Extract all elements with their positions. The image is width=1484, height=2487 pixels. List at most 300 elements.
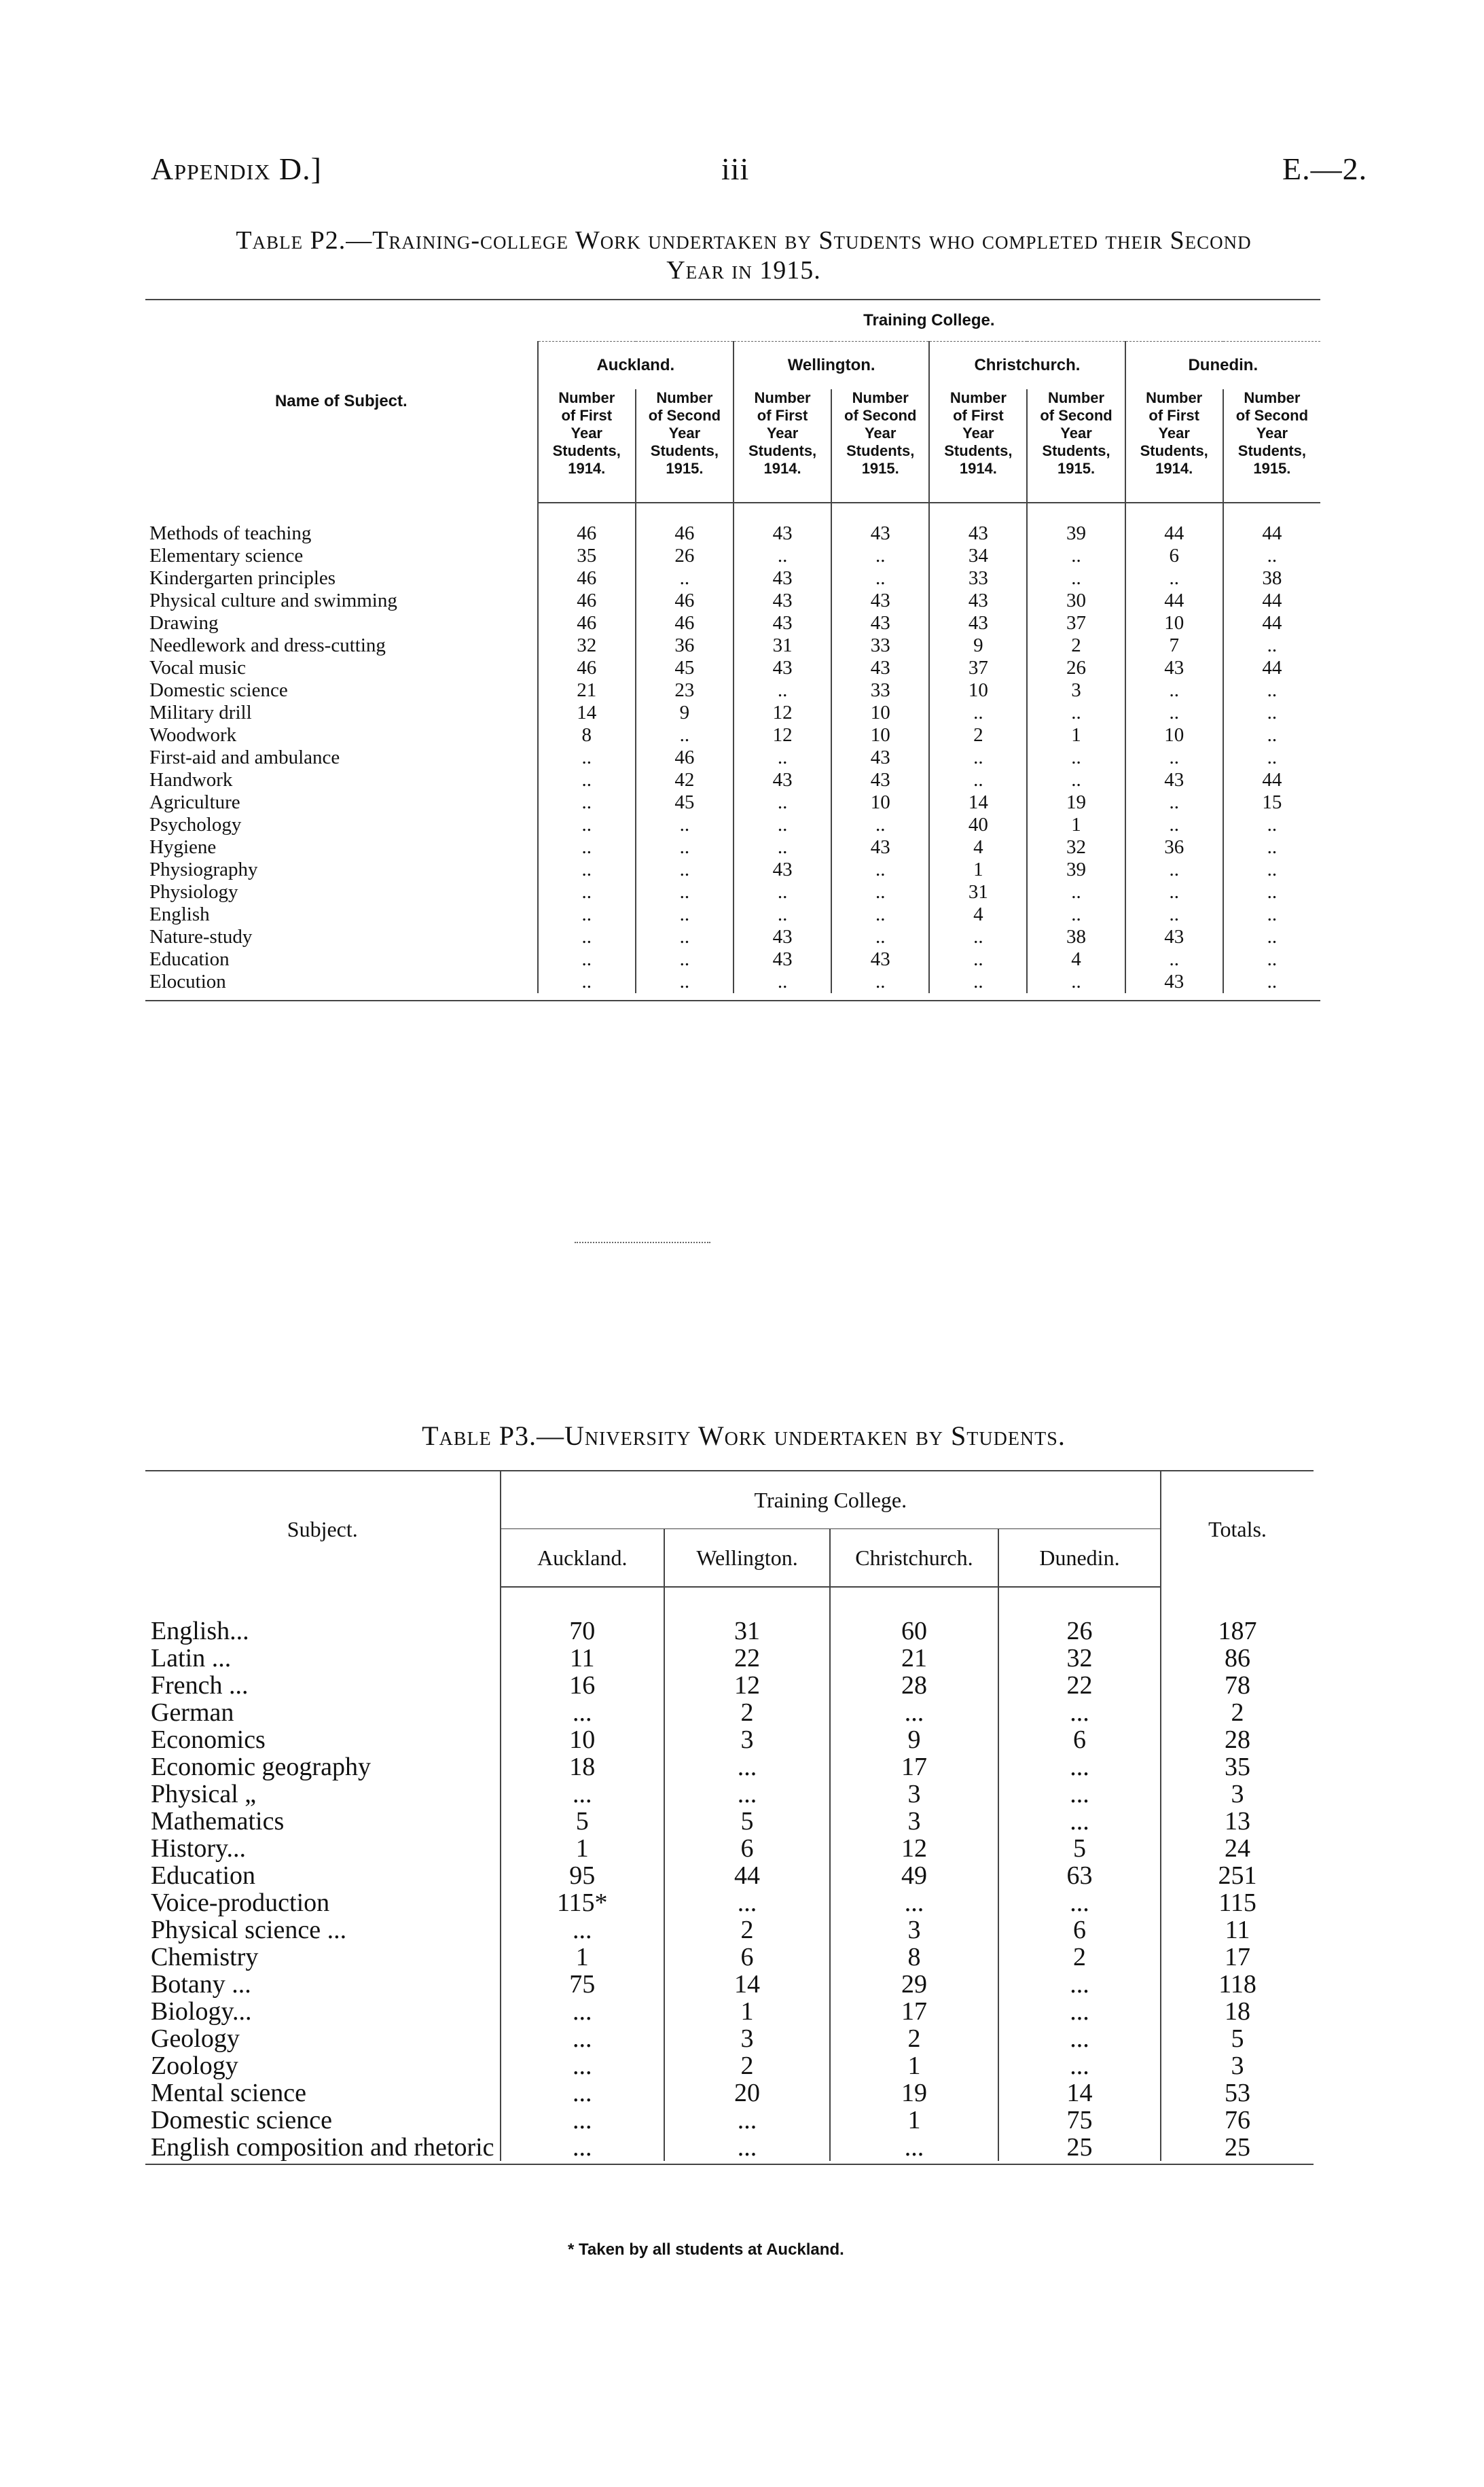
subject-cell: English: [149, 903, 210, 925]
value-cell: ..: [1223, 903, 1320, 926]
college-header: Wellington.: [734, 342, 929, 390]
value-cell: 2: [1027, 634, 1125, 657]
value-cell: 35: [538, 545, 636, 567]
value-cell: 49: [830, 1862, 998, 1889]
subject-cell: Biology...: [151, 1997, 252, 2026]
value-cell: 19: [1027, 791, 1125, 814]
value-cell: 43: [734, 612, 831, 634]
table-p2-title: [129, 226, 1358, 285]
total-cell: 86: [1161, 1645, 1314, 1672]
value-cell: 5: [998, 1835, 1161, 1862]
table-row: [145, 926, 1320, 948]
header-line: Number: [949, 389, 1007, 406]
value-cell: ...: [998, 1998, 1161, 2025]
table-row: [145, 1916, 1314, 1944]
value-cell: ...: [998, 1781, 1161, 1808]
value-cell: 43: [734, 859, 831, 881]
header-line: Number: [1146, 389, 1203, 406]
subject-cell: Physical culture and swimming: [149, 590, 397, 611]
subject-cell: First-aid and ambulance: [149, 747, 340, 768]
value-cell: ..: [1125, 747, 1223, 769]
value-cell: 4: [1027, 948, 1125, 971]
value-cell: 43: [734, 590, 831, 612]
value-cell: ...: [830, 1699, 998, 1726]
total-cell: 2: [1161, 1699, 1314, 1726]
value-cell: 43: [831, 503, 929, 545]
value-cell: 46: [636, 503, 734, 545]
subject-cell: Woodwork: [149, 724, 237, 746]
value-cell: 36: [1125, 836, 1223, 859]
value-cell: ..: [1125, 567, 1223, 590]
first-year-students-header: [538, 389, 636, 503]
table-row: [145, 503, 1320, 545]
value-cell: 17: [830, 1998, 998, 2025]
value-cell: 8: [538, 724, 636, 747]
value-cell: 16: [501, 1672, 664, 1699]
value-cell: ..: [734, 791, 831, 814]
value-cell: ..: [1223, 747, 1320, 769]
value-cell: ..: [538, 903, 636, 926]
value-cell: 1: [501, 1835, 664, 1862]
value-cell: 6: [998, 1726, 1161, 1753]
subject-cell: Elementary science: [149, 545, 304, 567]
value-cell: ..: [1125, 702, 1223, 724]
subject-cell: History...: [151, 1834, 247, 1863]
value-cell: ..: [538, 859, 636, 881]
value-cell: 26: [636, 545, 734, 567]
total-cell: 76: [1161, 2107, 1314, 2134]
value-cell: 5: [501, 1808, 664, 1835]
value-cell: ...: [664, 1889, 830, 1916]
table-row: [145, 2025, 1314, 2052]
subject-cell: Mental science: [151, 2079, 306, 2107]
value-cell: ..: [1027, 903, 1125, 926]
totals-header: Totals.: [1161, 1471, 1314, 1587]
value-cell: ..: [831, 903, 929, 926]
value-cell: ..: [1223, 926, 1320, 948]
header-line: Number: [1047, 389, 1105, 406]
header-line: 1915.: [1057, 460, 1096, 477]
total-cell: 28: [1161, 1726, 1314, 1753]
total-cell: 5: [1161, 2025, 1314, 2052]
header-line: Year: [962, 425, 994, 442]
subject-cell: Education: [151, 1861, 256, 1890]
value-cell: ..: [1223, 836, 1320, 859]
value-cell: ..: [538, 948, 636, 971]
value-cell: ..: [734, 881, 831, 903]
value-cell: 43: [831, 747, 929, 769]
value-cell: 31: [929, 881, 1027, 903]
header-line: Students,: [846, 442, 915, 459]
value-cell: 46: [636, 612, 734, 634]
value-cell: 2: [998, 1944, 1161, 1971]
value-cell: 31: [734, 634, 831, 657]
header-line: of First: [1148, 407, 1199, 424]
value-cell: 12: [734, 724, 831, 747]
table-row: [145, 1781, 1314, 1808]
value-cell: ..: [1027, 971, 1125, 993]
value-cell: 43: [734, 769, 831, 791]
table-row: [145, 2107, 1314, 2134]
value-cell: 43: [831, 769, 929, 791]
table-row: [145, 612, 1320, 634]
subject-cell: Zoology: [151, 2052, 238, 2080]
value-cell: 1: [1027, 814, 1125, 836]
total-cell: 24: [1161, 1835, 1314, 1862]
value-cell: 44: [1125, 503, 1223, 545]
value-cell: 75: [501, 1971, 664, 1998]
value-cell: 39: [1027, 859, 1125, 881]
value-cell: ..: [538, 814, 636, 836]
subject-cell: Nature-study: [149, 926, 253, 948]
value-cell: ..: [1027, 769, 1125, 791]
header-line: Year: [571, 425, 602, 442]
header-line: Students,: [552, 442, 621, 459]
value-cell: ..: [1223, 948, 1320, 971]
value-cell: 1: [830, 2107, 998, 2134]
table-row: [145, 702, 1320, 724]
value-cell: 43: [734, 567, 831, 590]
second-year-students-header: [831, 389, 929, 503]
value-cell: 43: [1125, 769, 1223, 791]
value-cell: ..: [831, 814, 929, 836]
subject-cell: Hygiene: [149, 836, 217, 858]
table-p3-title: Table P3.—University Work undertaken by Students.: [422, 1420, 1066, 1451]
total-cell: 3: [1161, 2052, 1314, 2079]
value-cell: 6: [664, 1835, 830, 1862]
value-cell: 4: [929, 903, 1027, 926]
table-row: [145, 1699, 1314, 1726]
value-cell: 31: [664, 1587, 830, 1645]
table-row: [145, 747, 1320, 769]
value-cell: 4: [929, 836, 1027, 859]
value-cell: ...: [501, 2052, 664, 2079]
table-row: [145, 2079, 1314, 2107]
value-cell: 43: [831, 590, 929, 612]
table-row: [145, 679, 1320, 702]
value-cell: 2: [664, 1916, 830, 1944]
subject-cell: Mathematics: [151, 1807, 285, 1836]
value-cell: ..: [1125, 859, 1223, 881]
header-line: 1914.: [763, 460, 801, 477]
value-cell: ..: [929, 971, 1027, 993]
total-cell: 17: [1161, 1944, 1314, 1971]
value-cell: 45: [636, 657, 734, 679]
value-cell: ..: [1125, 948, 1223, 971]
value-cell: ..: [734, 747, 831, 769]
value-cell: 40: [929, 814, 1027, 836]
table-row: [145, 881, 1320, 903]
value-cell: 18: [501, 1753, 664, 1781]
table-row: [145, 903, 1320, 926]
table-row: [145, 971, 1320, 993]
value-cell: ...: [501, 1699, 664, 1726]
college-header: Dunedin.: [1125, 342, 1320, 390]
value-cell: 44: [1223, 612, 1320, 634]
value-cell: ..: [734, 679, 831, 702]
table-row: [145, 814, 1320, 836]
table-p2: [145, 299, 1320, 1001]
table-row: [145, 769, 1320, 791]
table-row: [145, 634, 1320, 657]
value-cell: 3: [830, 1781, 998, 1808]
value-cell: ..: [636, 903, 734, 926]
value-cell: ..: [1223, 724, 1320, 747]
value-cell: 46: [538, 612, 636, 634]
value-cell: 14: [664, 1971, 830, 1998]
total-cell: 18: [1161, 1998, 1314, 2025]
value-cell: 10: [1125, 724, 1223, 747]
header-line: of First: [561, 407, 613, 424]
value-cell: ...: [501, 1916, 664, 1944]
value-cell: 34: [929, 545, 1027, 567]
value-cell: ..: [636, 814, 734, 836]
value-cell: ..: [538, 971, 636, 993]
value-cell: ..: [831, 545, 929, 567]
value-cell: ..: [1223, 634, 1320, 657]
value-cell: 2: [929, 724, 1027, 747]
running-head-right: E.—2.: [1282, 151, 1368, 186]
header-line: Students,: [1140, 442, 1208, 459]
value-cell: 29: [830, 1971, 998, 1998]
subject-cell: Elocution: [149, 971, 226, 992]
value-cell: ..: [1027, 881, 1125, 903]
value-cell: 12: [734, 702, 831, 724]
value-cell: ...: [998, 1699, 1161, 1726]
subject-cell: Education: [149, 948, 230, 970]
subject-cell: English composition and rhetoric: [151, 2133, 494, 2162]
value-cell: 44: [664, 1862, 830, 1889]
value-cell: ..: [636, 971, 734, 993]
table-row: [145, 859, 1320, 881]
value-cell: 39: [1027, 503, 1125, 545]
value-cell: ...: [664, 2107, 830, 2134]
total-cell: 187: [1161, 1587, 1314, 1645]
table-row: [145, 1672, 1314, 1699]
value-cell: ..: [831, 971, 929, 993]
value-cell: 14: [929, 791, 1027, 814]
table-row: [145, 836, 1320, 859]
header-line: Year: [864, 425, 897, 442]
first-year-students-header: [929, 389, 1027, 503]
value-cell: 6: [998, 1916, 1161, 1944]
value-cell: 43: [1125, 926, 1223, 948]
value-cell: ..: [538, 881, 636, 903]
value-cell: 46: [538, 657, 636, 679]
value-cell: 15: [1223, 791, 1320, 814]
table-row: [145, 1889, 1314, 1916]
value-cell: 44: [1223, 657, 1320, 679]
table-p2-title-line1: Table P2.—Training-college Work undertaken by Students who completed their Second: [236, 226, 1252, 255]
header-line: Students,: [1042, 442, 1110, 459]
value-cell: ..: [1125, 814, 1223, 836]
value-cell: 44: [1223, 769, 1320, 791]
table-row: [145, 1862, 1314, 1889]
header-line: 1915.: [1253, 460, 1291, 477]
table-p2-body: [145, 503, 1320, 1001]
value-cell: 14: [538, 702, 636, 724]
value-cell: 10: [1125, 612, 1223, 634]
value-cell: ...: [501, 2107, 664, 2134]
value-cell: 38: [1027, 926, 1125, 948]
value-cell: ..: [636, 836, 734, 859]
value-cell: 10: [501, 1726, 664, 1753]
subject-cell: Geology: [151, 2024, 240, 2053]
header-line: Students,: [650, 442, 719, 459]
value-cell: 19: [830, 2079, 998, 2107]
subject-cell: Physical „: [151, 1780, 257, 1808]
value-cell: 6: [664, 1944, 830, 1971]
value-cell: ..: [1223, 814, 1320, 836]
table-row: [145, 948, 1320, 971]
value-cell: 36: [636, 634, 734, 657]
value-cell: 38: [1223, 567, 1320, 590]
running-head-left: Appendix D.]: [151, 151, 322, 186]
subject-cell: Voice-production: [151, 1889, 330, 1917]
college-header: Wellington.: [664, 1529, 830, 1588]
value-cell: ...: [998, 1753, 1161, 1781]
header-line: 1914.: [1155, 460, 1193, 477]
value-cell: ..: [831, 567, 929, 590]
first-year-students-header: [734, 389, 831, 503]
header-line: 1915.: [666, 460, 704, 477]
header-line: of Second: [1235, 407, 1309, 424]
value-cell: 95: [501, 1862, 664, 1889]
value-cell: 3: [664, 2025, 830, 2052]
college-header: Auckland.: [501, 1529, 664, 1588]
subject-cell: Drawing: [149, 612, 219, 634]
header-line: 1914.: [568, 460, 606, 477]
value-cell: 17: [830, 1753, 998, 1781]
value-cell: 115*: [501, 1889, 664, 1916]
table-row: [145, 1835, 1314, 1862]
value-cell: 5: [664, 1808, 830, 1835]
header-line: 1915.: [861, 460, 899, 477]
total-cell: 78: [1161, 1672, 1314, 1699]
value-cell: 6: [1125, 545, 1223, 567]
value-cell: ..: [538, 769, 636, 791]
value-cell: 33: [929, 567, 1027, 590]
value-cell: 43: [831, 612, 929, 634]
value-cell: ..: [1223, 859, 1320, 881]
table-row: [145, 567, 1320, 590]
subject-cell: Methods of teaching: [149, 522, 312, 544]
header-line: Students,: [944, 442, 1013, 459]
value-cell: 43: [929, 590, 1027, 612]
table-bottom-rule: [145, 993, 1320, 1001]
value-cell: 3: [1027, 679, 1125, 702]
value-cell: 26: [998, 1587, 1161, 1645]
subject-cell: Agriculture: [149, 791, 240, 813]
value-cell: 33: [831, 679, 929, 702]
value-cell: 21: [830, 1645, 998, 1672]
value-cell: 45: [636, 791, 734, 814]
subject-cell: German: [151, 1698, 234, 1727]
value-cell: 70: [501, 1587, 664, 1645]
header-line: Year: [1256, 425, 1288, 442]
value-cell: ..: [1125, 903, 1223, 926]
header-line: Students,: [1237, 442, 1306, 459]
value-cell: ...: [998, 1889, 1161, 1916]
value-cell: 26: [1027, 657, 1125, 679]
value-cell: ..: [734, 545, 831, 567]
header-line: Number: [754, 389, 811, 406]
table-row: [145, 1753, 1314, 1781]
header-line: Number: [1244, 389, 1301, 406]
value-cell: 43: [929, 503, 1027, 545]
header-line: Students,: [748, 442, 817, 459]
value-cell: ...: [830, 1889, 998, 1916]
table-row: [145, 791, 1320, 814]
subject-cell: Physiology: [149, 881, 238, 903]
value-cell: 9: [929, 634, 1027, 657]
value-cell: 46: [636, 747, 734, 769]
header-line: Number: [852, 389, 909, 406]
value-cell: 46: [538, 503, 636, 545]
total-cell: 115: [1161, 1889, 1314, 1916]
table-row: [145, 1971, 1314, 1998]
table-row: [145, 2052, 1314, 2079]
value-cell: 12: [830, 1835, 998, 1862]
subject-cell: Chemistry: [151, 1943, 259, 1971]
total-cell: 35: [1161, 1753, 1314, 1781]
subject-cell: Domestic science: [151, 2106, 332, 2134]
value-cell: 46: [538, 567, 636, 590]
value-cell: ..: [538, 747, 636, 769]
value-cell: 10: [831, 724, 929, 747]
value-cell: 22: [998, 1672, 1161, 1699]
value-cell: ..: [1125, 881, 1223, 903]
value-cell: ..: [538, 926, 636, 948]
header-line: of First: [757, 407, 808, 424]
value-cell: ..: [538, 791, 636, 814]
header-line: Year: [766, 425, 799, 442]
total-cell: 118: [1161, 1971, 1314, 1998]
subject-cell: Kindergarten principles: [149, 567, 336, 589]
total-cell: 13: [1161, 1808, 1314, 1835]
value-cell: 43: [734, 503, 831, 545]
value-cell: 20: [664, 2079, 830, 2107]
value-cell: ..: [636, 881, 734, 903]
value-cell: 23: [636, 679, 734, 702]
table-row: [145, 590, 1320, 612]
value-cell: ..: [831, 881, 929, 903]
value-cell: ..: [929, 747, 1027, 769]
header-line: of Second: [1040, 407, 1112, 424]
value-cell: 44: [1125, 590, 1223, 612]
table-row: [145, 1998, 1314, 2025]
header-line: Year: [1060, 425, 1092, 442]
training-college-header: Training College.: [501, 1471, 1161, 1529]
value-cell: ...: [501, 2079, 664, 2107]
value-cell: 42: [636, 769, 734, 791]
training-college-header: Training College.: [538, 300, 1320, 342]
value-cell: 43: [734, 948, 831, 971]
value-cell: 43: [1125, 657, 1223, 679]
subject-cell: Physiography: [149, 859, 258, 880]
value-cell: ...: [830, 2134, 998, 2161]
value-cell: 1: [501, 1944, 664, 1971]
value-cell: ...: [998, 2025, 1161, 2052]
value-cell: ..: [1223, 971, 1320, 993]
second-year-students-header: [636, 389, 734, 503]
table-row: [145, 545, 1320, 567]
value-cell: 46: [636, 590, 734, 612]
header-line: of Second: [648, 407, 721, 424]
value-cell: 10: [929, 679, 1027, 702]
total-cell: 251: [1161, 1862, 1314, 1889]
value-cell: 8: [830, 1944, 998, 1971]
